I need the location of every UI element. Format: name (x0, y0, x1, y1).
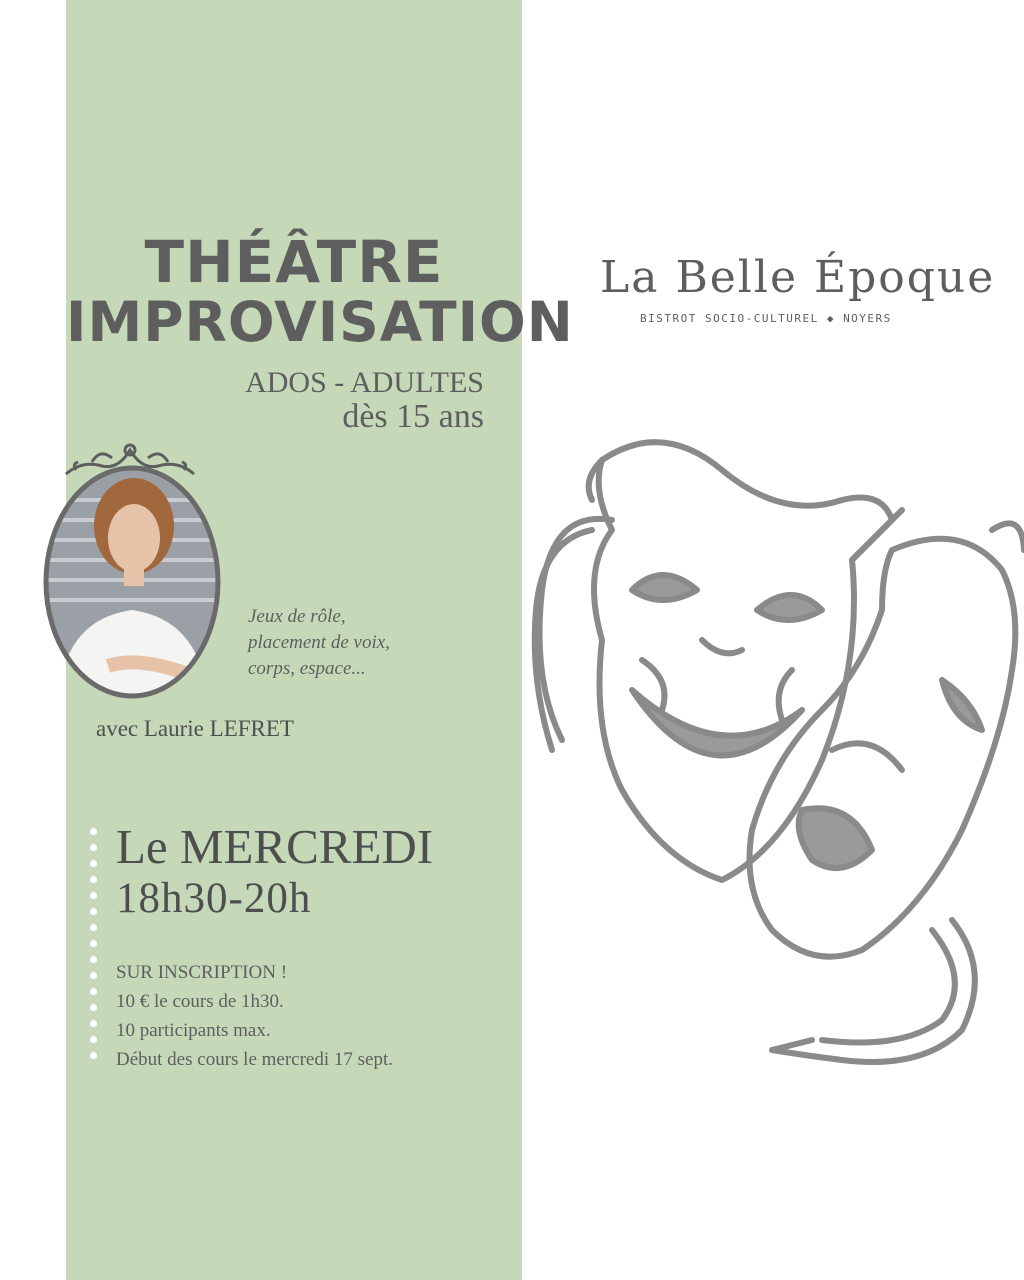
details-list (116, 958, 393, 1074)
title-line-2: IMPROVISATION (66, 290, 574, 354)
class-hours: 18h30-20h (116, 875, 312, 922)
audience-line-2: dès 15 ans (342, 398, 484, 435)
instructor-name: avec Laurie LEFRET (96, 716, 294, 741)
dotted-divider (90, 828, 98, 1068)
activity-item: corps, espace... (248, 658, 366, 679)
activities-list (248, 604, 390, 682)
brand-tagline: BISTROT SOCIO-CULTUREL ◆ NOYERS (640, 312, 892, 325)
portrait-photo (38, 460, 226, 704)
detail-item: 10 participants max. (116, 1020, 271, 1041)
detail-item: Début des cours le mercredi 17 sept. (116, 1049, 393, 1070)
class-day: Le MERCREDI (116, 819, 434, 874)
brand-logo: La Belle Époque (600, 252, 996, 303)
activity-item: placement de voix, (248, 632, 390, 653)
detail-item: 10 € le cours de 1h30. (116, 991, 284, 1012)
theatre-masks-icon (522, 410, 1024, 1110)
title-line-1: THÉÂTRE (144, 228, 444, 296)
audience-line-1: ADOS - ADULTES (245, 366, 484, 399)
detail-item: SUR INSCRIPTION ! (116, 962, 288, 983)
activity-item: Jeux de rôle, (248, 606, 346, 627)
